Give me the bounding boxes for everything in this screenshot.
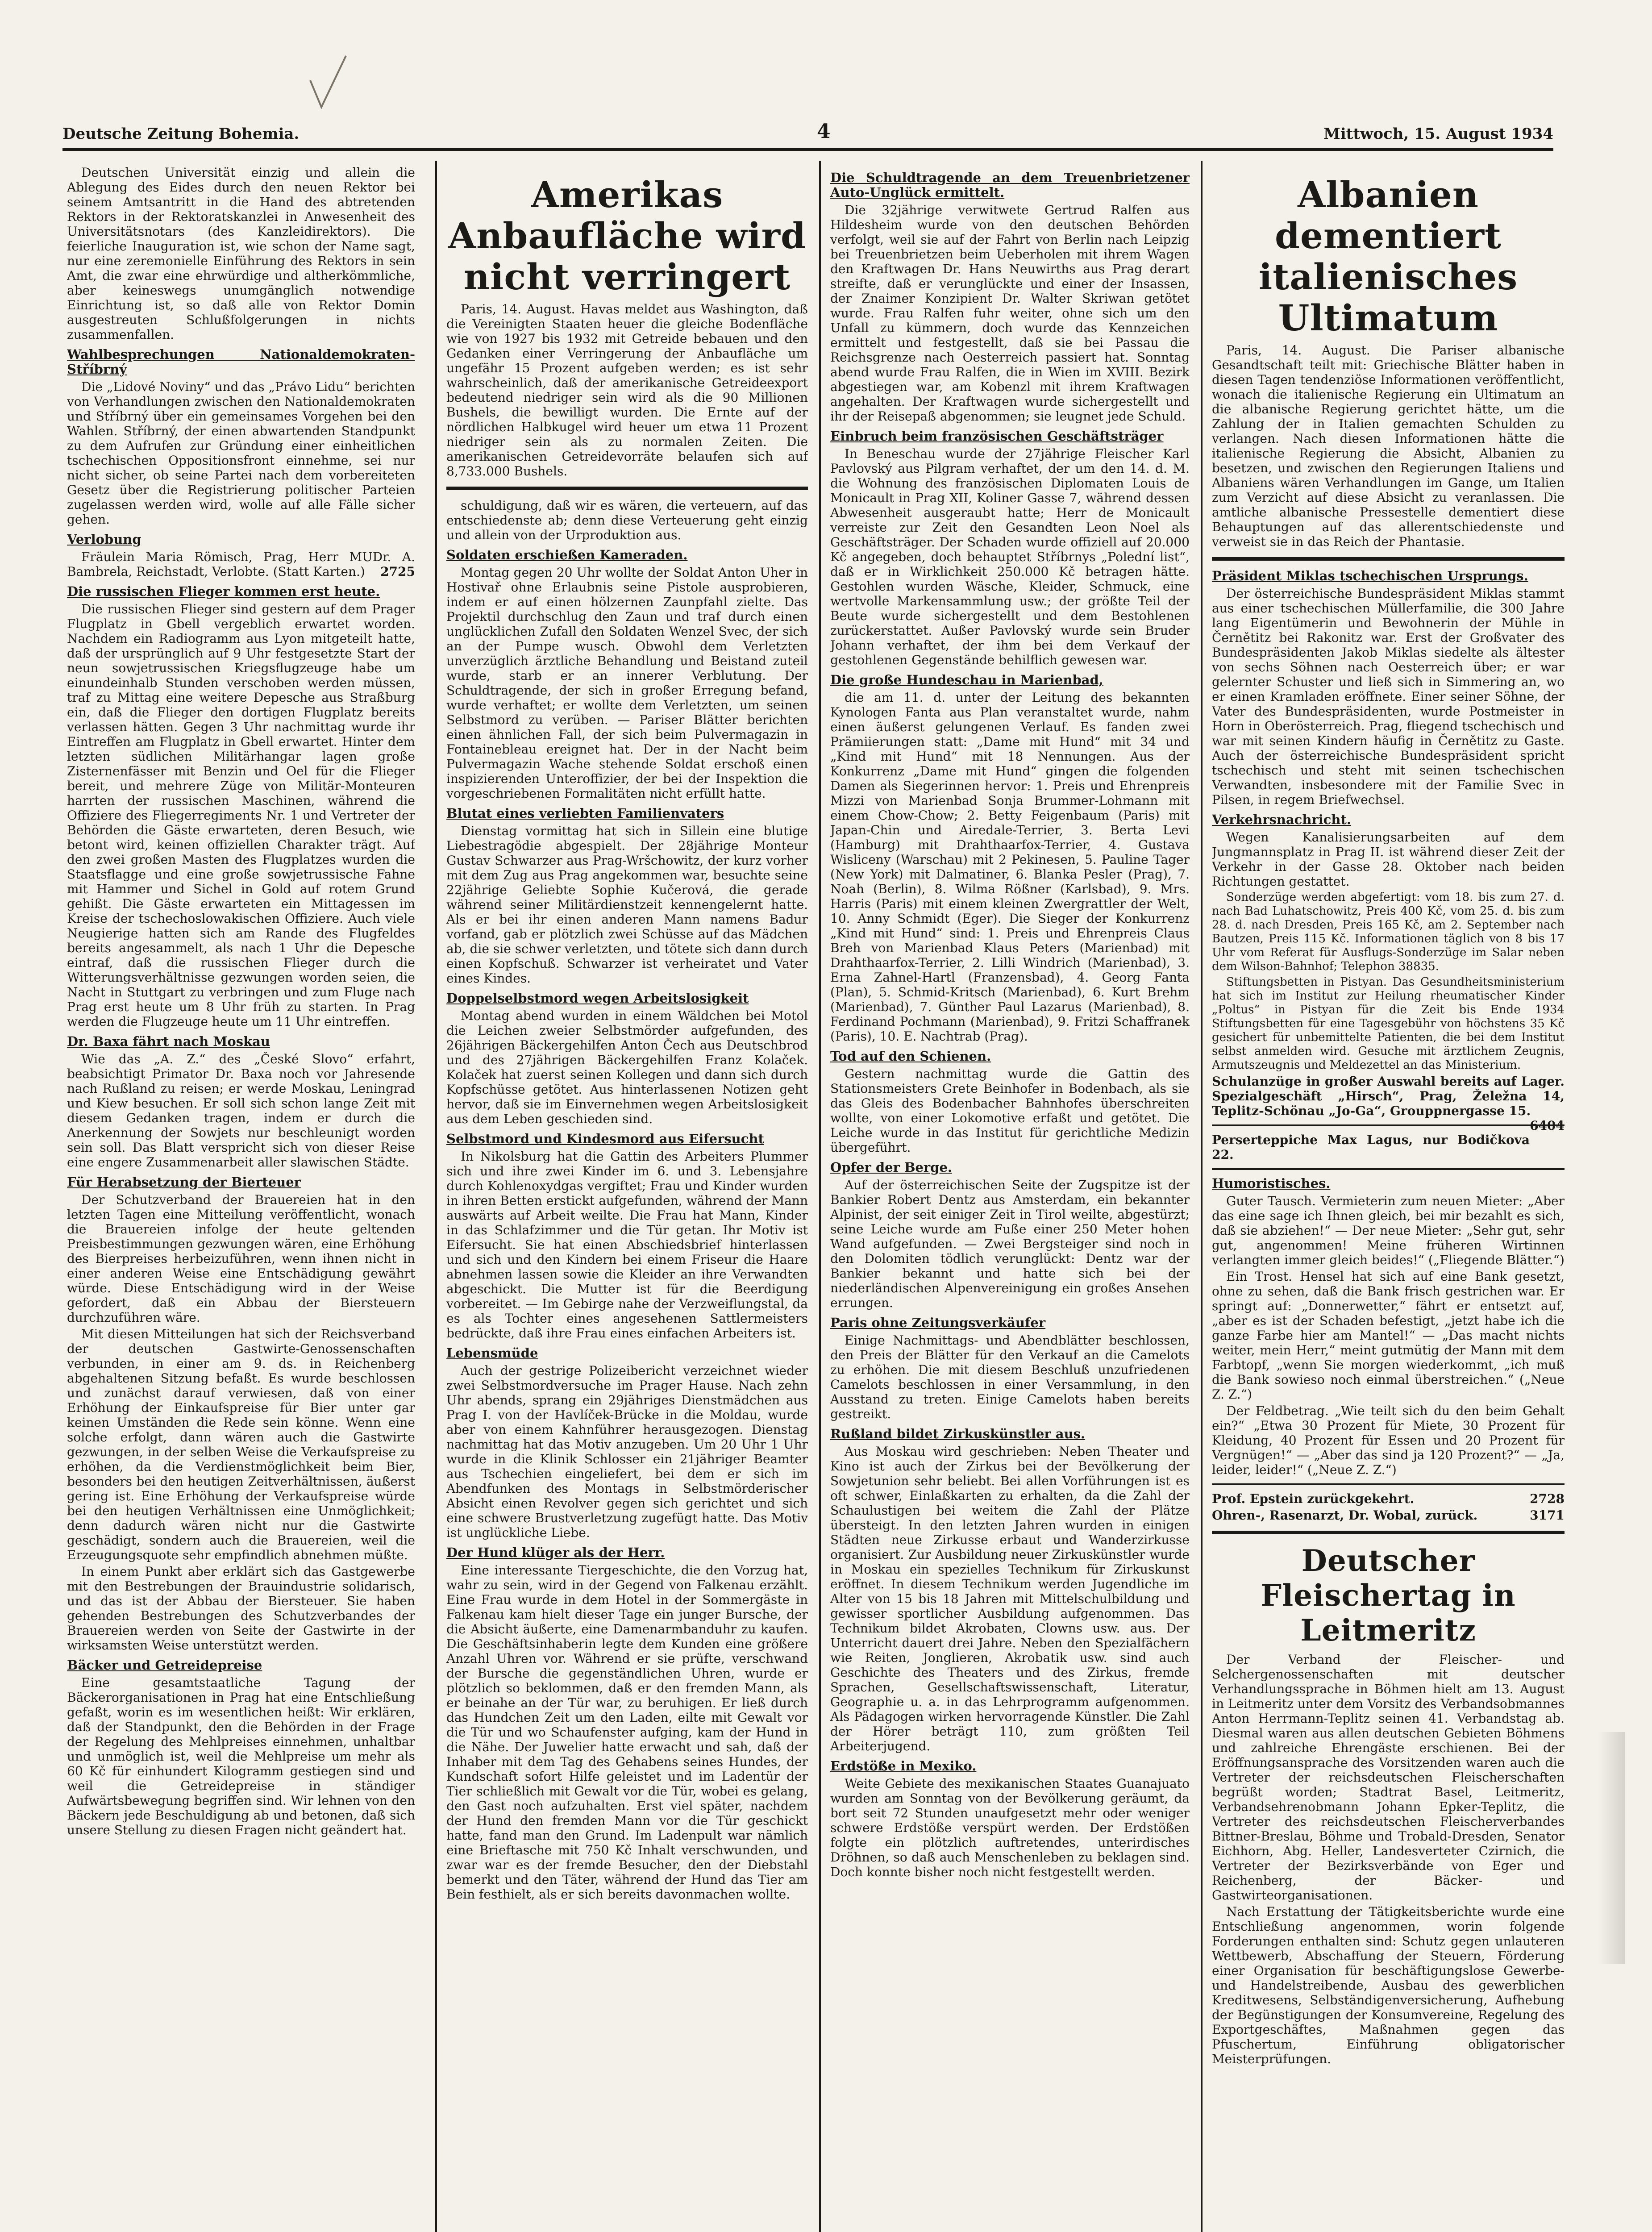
article-heading: Selbstmord und Kindesmord aus Eifersucht <box>446 1131 764 1146</box>
article-text: Montag gegen 20 Uhr wollte der Soldat Anton Uher in Hostivař ohne Erlaubnis seine Pistole ausprobieren, indem er auf einen hölzernen Zaunpfahl zielte. Das Projektil durchschlug den Zaun und traf durch einen unglücklichen Zufall den Soldaten Wenzel Svec, der sich an der Pumpe wusch. Obwohl dem Verletzten unverzüglich ärztliche Behandlung und Beistand zuteil wurde, starb er an innerer Verblutung. Der Schuldtragende, der sich in großer Erregung befand, wurde verhaftet; er wollte dem Verletzten, um seinen Selbstmord zu verüben. — Pariser Blätter berichten einen ähnlichen Fall, der sich beim Pulvermagazin in Fontainebleau ereignet hat. Der in der Nacht beim Pulvermagazin Wache stehende Soldat erschoß einen inspizierenden Unteroffizier, der bei der Inspektion die vorgeschriebenen Formalitäten nicht erfüllt hatte. <box>446 565 808 801</box>
article-heading: Opfer der Berge. <box>830 1160 953 1175</box>
article-heading: Rußland bildet Zirkuskünstler aus. <box>830 1426 1086 1441</box>
page-number: 4 <box>817 120 831 143</box>
newspaper-name: Deutsche Zeitung Bohemia. <box>62 125 300 143</box>
article-heading: Für Herabsetzung der Bierteuer <box>67 1174 301 1190</box>
article-text: Nach Erstattung der Tätigkeitsberichte wurde eine Entschließung angenommen, worin folgende Forderungen enthalten sind: Schutz gegen unlauteren Wettbewerb, Abschaffung der Steuern, Förderung einer Organisation für beschäftigungslose Gewerbe- und Handelstreibende, Ausbau des gewerblichen Kreditwesens, Selbständigenversicherung, Aufhebung der Begünstigungen der Konsumvereine, Regelung des Exportgeschäftes, Maßnahmen gegen das Pfuschertum, Einführung obligatorischer Meisterprüfungen. <box>1212 1904 1565 2066</box>
ad-number: 3171 <box>1530 1508 1565 1523</box>
article-heading: Verkehrsnachricht. <box>1212 812 1351 827</box>
article-text: Der Schutzverband der Brauereien hat in den letzten Tagen eine Mitteilung veröffentlicht, wonach die Brauereien infolge der heute geltenden Preisbestimmungen gezwungen wären, eine Erhöhung des Bierpreises herbeizuführen, wenn ihnen nicht in einer anderen Weise eine Entschädigung gewährt würde. Diese Entschädigung wird in der Weise gefordert, daß ein Abbau der Biersteuern durchzuführen wäre. <box>67 1192 415 1325</box>
article-text: Ein Trost. Hensel hat sich auf eine Bank gesetzt, ohne zu sehen, daß die Bank frisch gestrichen war. Er springt auf: „Donnerwetter,“ fährt er entsetzt auf, „aber es ist der Schaden befestigt, „jetzt habe ich die ganze Farbe hier am Mantel!“ — „Das macht nichts weiter, mein Herr,“ meint gutmütig der Mann mit dem Farbtopf, „wenn Sie morgen wiederkommt, „ich muß die Bank sowieso noch einmal überstreichen.“ („Neue Z. Z.“) <box>1212 1269 1565 1402</box>
article-heading: Die russischen Flieger kommen erst heute. <box>67 584 380 599</box>
article-text: Eine interessante Tiergeschichte, die den Vorzug hat, wahr zu sein, wird in der Gegend von Falkenau erzählt. Eine Frau wurde in dem Hotel in der Sommergäste in Falkenau kam hielt dieser Tage ein junger Bursche, der die Absicht äußerte, eine Damenarmbanduhr zu kaufen. Die Geschäftsinhaberin legte dem Kunden eine größere Anzahl Uhren vor. Während er sie prüfte, verschwand der Bursche die gegenständlichen Uhren, wurde er plötzlich so beklommen, daß er den fremden Mann, als er beinahe an der Tür war, zu beruhigen. Er ließ durch das Hundchen Zeit um den Laden, eilte mit Gewalt vor die Tür und wo Schaufenster aufging, kam der Hund in die Nähe. Der Juwelier hatte erwacht und sah, daß der Inhaber mit dem Tag des Gehabens seines Hundes, der Kundschaft sofort Hilfe geleistet und im Ladentür der Tier schließlich mit Gewalt vor die Tür, wobei es gelang, den Gast noch aufzuhalten. Erst viel später, nachdem der Hund den fremden Mann vor die Tür geschickt hatte, fand man den Grund. Im Ladenpult war nämlich eine Brieftasche mit 750 Kč Inhalt verschwunden, und zwar war es der fremde Besucher, den der Diebstahl bemerkt und den Täter, während der Hund das Tier am Bein festhielt, als er sich bereits davonmachen wollte. <box>446 1563 808 1902</box>
section-divider <box>1212 1168 1565 1170</box>
article-heading: Paris ohne Zeitungsverkäufer <box>830 1315 1046 1330</box>
article-heading: Doppelselbstmord wegen Arbeitslosigkeit <box>446 991 749 1006</box>
article-text: Aus Moskau wird geschrieben: Neben Theater und Kino ist auch der Zirkus bei der Bevölkerung der Sowjetunion sehr beliebt. Bei allen Vorführungen ist es oft schwer, Einlaßkarten zu erhalten, da die Zahl der Schaulustigen bei weitem die Zahl der Plätze übersteigt. In den letzten Jahren wurden in einigen Städten neue Zirkusse erbaut und Wanderzirkusse organisiert. Zur Ausbildung neuer Zirkuskünstler wurde in Moskau ein spezielles Technikum für Zirkuskunst eröffnet. In diesem Technikum werden Jugendliche im Alter von 15 bis 18 Jahren mit Mittelschulbildung und gewisser sportlicher Ausbildung aufgenommen. Das Technikum bildet Akrobaten, Clowns usw. aus. Der Unterricht dauert drei Jahre. Neben den Spezialfächern wie Reiten, Jonglieren, Akrobatik usw. sind auch Geschichte des Theaters und des Zirkus, fremde Sprachen, Gesellschaftswissenschaft, Literatur, Geographie u. a. in das Lehrprogramm aufgenommen. Als Pädagogen wirken hervorragende Künstler. Die Zahl der Hörer beträgt 110, zum größten Teil Arbeiterjugend. <box>830 1444 1190 1753</box>
section-divider <box>1212 1124 1565 1126</box>
article-heading: Dr. Baxa fährt nach Moskau <box>67 1034 270 1049</box>
article-text: Paris, 14. August. Die Pariser albanische Gesandtschaft teilt mit: Griechische Blätter haben in diesen Tagen tendenziöse Informationen veröffentlicht, wonach die italienische Regierung ein Ultimatum an die albanische Regierung gerichtet hätte, um die Zahlung der in Italien gemachten Schulden zu verlangen. Nach diesen Informationen hätte die italienische Regierung die Absicht, Albanien zu besetzen, und zwischen den Regierungen Italiens und Albaniens wären Verhandlungen im Gange, um Italien zum Verzicht auf diese Absicht zu veranlassen. Die amtliche albanische Pressestelle dementiert diese Behauptungen auf das allerentschiedenste und verweist sie in das Reich der Phantasie. <box>1212 343 1565 549</box>
article-heading: Tod auf den Schienen. <box>830 1049 991 1064</box>
quote-source: („Fliegende Blätter.“) <box>1428 1253 1565 1267</box>
section-divider <box>1212 1531 1565 1534</box>
article-text: Weite Gebiete des mexikanischen Staates Guanajuato wurden am Sonntag von der Bevölkerung geräumt, da bort seit 72 Stunden unaufgesetzt mehr oder weniger schwere Erdstöße verspürt werden. Der Erdstößen folgte ein plötzlich auftretendes, unterirdisches Dröhnen, so daß auch Menschenleben zu beklagen sind. Doch konnte bisher noch nicht festgestellt werden. <box>830 1776 1190 1879</box>
article-text: Auch der gestrige Polizeibericht verzeichnet wieder zwei Selbstmordversuche im Prager Hause. Nach zehn Uhr abends, sprang ein 29jähriges Dienstmädchen aus Prag I. von der Havlíček-Brücke in die Moldau, wurde aber von einem Kahnführer herausgezogen. Dienstag nachmittag hat das Motiv anzugeben. Um 20 Uhr 1 Uhr wurde in die Klinik Schlosser ein 21jähriger Beamter aus Tschechien eingeliefert, bei dem er sich im Abendfunken des Montags in Selbstmörderischer Absicht einen Revolver gegen sich gerichtet und sich eine schwere Brustverletzung zugefügt hatte. Das Motiv ist unglückliche Liebe. <box>446 1363 808 1540</box>
article-text: Der Feldbetrag. „Wie teilt sich du den beim Gehalt ein?“ „Etwa 30 Prozent für Miete, 30 Prozent für Kleidung, 40 Prozent für Essen und 20 Prozent für Vergnügen!“ — „Aber das sind ja 120 Prozent?“ — „Ja, leider, leider!“ („Neue Z. Z.“) <box>1212 1403 1565 1477</box>
article-heading: Soldaten erschießen Kameraden. <box>446 547 688 562</box>
ad-number: 2728 <box>1530 1491 1565 1506</box>
article-text: Montag abend wurden in einem Wäldchen bei Motol die Leichen zweier Selbstmörder aufgefunden, des 26jährigen Bäckergehilfen Anton Čech aus Deutschbrod und des 27jährigen Bäckergehilfen Franz Kolaček. Kolaček hat zuerst seinen Kollegen und dann sich durch Kopfschüsse getötet. Aus hinterlassenen Notizen geht hervor, daß sie im Einvernehmen wegen Arbeitslosigkeit aus dem Leben geschieden sind. <box>446 1008 808 1126</box>
article-heading: Präsident Miklas tschechischen Ursprungs. <box>1212 568 1528 583</box>
column-4 <box>1212 165 1565 2232</box>
ad-number: 2725 <box>380 564 415 579</box>
column-3 <box>830 165 1190 2232</box>
section-divider <box>1212 557 1565 561</box>
article-text: schuldigung, daß wir es wären, die verteuern, auf das entschiedenste ab; denn diese Verteuerung geht einzig und allein von der Urproduktion aus. <box>446 498 808 542</box>
article-heading: Der Hund klüger als der Herr. <box>446 1545 665 1560</box>
article-text: Die „Lidové Noviny“ und das „Právo Lidu“ berichten von Verhandlungen zwischen den Nationaldemokraten und Stříbrný über ein gemeinsames Vorgehen bei den Wahlen. Stříbrný, der einen abwartenden Standpunkt zu dem Aufrufen zur Gründung einer einheitlichen tschechischen Oppositionsfront einnehme, sei nur nicht sicher, ob seine Partei nach dem vorbereiteten Gesetz über die Registrierung politischer Parteien zugelassen werden wird, wolle auf alle Fälle sicher gehen. <box>67 379 415 527</box>
article-text: Der österreichische Bundespräsident Miklas stammt aus einer tschechischen Müllerfamilie, die 300 Jahre lang Eigentümerin und Bewohnerin der Mühle in Černětitz bei Rakonitz war. Erst der Großvater des Bundespräsidenten Jakob Miklas siedelte als ältester von sechs Söhnen nach Oesterreich über; er war gelernter Schuster und ließ sich in Simmering an, wo er einen Kramladen eröffnete. Einer seiner Söhne, der Vater des Bundespräsidenten, wurde Postmeister in Horn in Oberösterreich. Prag, fliegend tschechisch und war mit seinen Kindern häufig in Černětitz zu Gaste. Auch der österreichische Bundespräsident spricht tschechisch und steht mit seinen tschechischen Verwandten, insbesondere mit der Familie Svec in Pilsen, in regem Briefwechsel. <box>1212 586 1565 807</box>
advertisement: Prof. Epstein zurückgekehrt. 2728 <box>1212 1491 1565 1506</box>
column-2 <box>446 165 808 2232</box>
article-heading: Bäcker und Getreidepreise <box>67 1657 262 1673</box>
page-edge-shadow <box>1598 1732 1625 1964</box>
headline-fleischertag: Deutscher Fleischertag in Leitmeritz <box>1261 1543 1516 1648</box>
article-heading: Blutat eines verliebten Familienvaters <box>446 806 724 821</box>
article-text: Der Verband der Fleischer- und Selchergenossenschaften mit deutscher Verhandlungssprache in Böhmen hielt am 13. August in Leitmeritz unter dem Vorsitz des Verbandsobmannes Anton Herrmann-Teplitz seinen 41. Verbandstag ab. Diesmal waren aus allen deutschen Gebieten Böhmens und zahlreiche Ehrengäste erschienen. Bei der Eröffnungsansprache des Vorsitzenden waren auch die Vertreter der reichsdeutschen Fleischerschaften begrüßt worden; Stadtrat Basel, Leitmeritz, Verbandsehrenobmann Johann Epker-Teplitz, die Vertreter des reichsdeutschen Fleischerverbandes Bittner-Breslau, Böhme und Trobald-Dresden, Senator Eichhorn, Abg. Heller, Landesverteter Czirnich, die Vertreter der Bezirksverbände von Eger und Reichenberg, der Bäcker- und Gastwirteorganisationen. <box>1212 1652 1565 1903</box>
article-text: Gestern nachmittag wurde die Gattin des Stationsmeisters Grete Beinhofer in Bodenbach, als sie das Gleis des Bodenbacher Bahnhofes überschreiten wollte, von einer Lokomotive erfaßt und getötet. Die Leiche wurde in das Institut für gerichtliche Medizin übergeführt. <box>830 1066 1190 1155</box>
article-text: Die 32jährige verwitwete Gertrud Ralfen aus Hildesheim wurde von den deutschen Behörden verfolgt, weil sie auf der Fahrt von Berlin nach Leipzig bei Treuenbrietzen beim Ueberholen mit ihrem Wagen den Kraftwagen Dr. Hans Neuwirths aus Prag derart streifte, daß er verunglückte und einer der Insassen, der Znaimer Konzipient Dr. Walter Skriwan getötet wurde. Frau Ralfen fuhr weiter, ohne sich um den Unfall zu kümmern, doch wurde das Kennzeichen ermittelt und festgestellt, daß sie bei Passau die Reichsgrenze nach Oesterreich passiert hat. Sonntag abend wurde Frau Ralfen, die in Wien im XVIII. Bezirk abgestiegen war, am Kobenzl mit ihrem Kraftwagen angehalten. Der Kraftwagen wurde sichergestellt und ihr der Reisepaß abgenommen; sie leugnet jede Schuld. <box>830 203 1190 424</box>
article-heading: Einbruch beim französischen Geschäftsträger <box>830 429 1164 444</box>
article-text: Die russischen Flieger sind gestern auf dem Prager Flugplatz in Gbell vergeblich erwartet worden. Nachdem ein Radiogramm aus Lyon mitgeteilt hatte, daß der ursprünglich auf 9 Uhr festgesetzte Start der neun sowjetrussischen Kriegsflugzeuge habe um einundeinhalb Stunden verschoben werden müssen, traf zu Mittag eine weitere Depesche aus Straßburg ein, daß die Flieger den dortigen Flugplatz bereits verlassen hätten. Gegen 3 Uhr nachmittag wurde ihr Eintreffen am Flugplatz in Gbell erwartet. Hinter dem letzten südlichen Militärhangar lagen große Zisternenfässer mit Benzin und Oel für die Flieger bereit, und mehrere Züge von Militär-Monteuren harrten der russischen Maschinen, während die Offiziere des Fliegerregiments Nr. 1 und Vertreter der Behörden die Gäste erwarteten, deren Besuch, wie betont wird, keinen offiziellen Charakter trägt. Auf den zwei großen Masten des Flugplatzes wurden die Staatsflagge und eine große sowjetrussische Fahne mit Hammer und Sichel in Gold auf rotem Grund gehißt. Die Gäste erwarteten ein Mittagessen im Kreise der tschechoslowakischen Offiziere. Auch viele Neugierige hatten sich am Rande des Flugfeldes bereits angesammelt, als nach 1 Uhr die Depesche eintraf, daß die russischen Flieger durch die Witterungsverhältnisse gezwungen worden seien, die Nacht in Stuttgart zu verbringen und zum Fluge nach Prag erst heute um 8 Uhr früh zu starten. In Prag werden die Flugzeuge heute um 11 Uhr eintreffen. <box>67 602 415 1029</box>
article-text: Dienstag vormittag hat sich in Sillein eine blutige Liebestragödie abgespielt. Der 28jährige Monteur Gustav Schwarzer aus Prag-Wršchowitz, der kurz vorher mit dem Zug aus Prag angekommen war, besuchte seine 22jährige Geliebte Sophie Kučerová, die gerade während seiner Militärdienstzeit kennengelernt hatte. Als er bei ihr einen anderen Mann namens Badur vorfand, gab er plötzlich zwei Schüsse auf das Mädchen ab, die sie schwer verletzten, und tötete sich dann durch einen Kopfschuß. Schwarzer ist verheiratet und Vater eines Kindes. <box>446 824 808 986</box>
article-heading: Die Schuldtragende an dem Treuenbrietzener Auto-Unglück ermittelt. <box>830 170 1190 200</box>
ad-number: 6404 <box>1530 1118 1565 1133</box>
advertisement: Schulanzüge in großer Auswahl bereits auf Lager. Spezialgeschäft „Hirsch“, Prag, Želežna 14, Teplitz-Schönau „Jo-Ga“, Grouppnergasse 15. 6404 <box>1212 1074 1565 1133</box>
article-text: In einem Punkt aber erklärt sich das Gastgewerbe mit den Bestrebungen der Brauindustrie solidarisch, und das ist der Abbau der Biersteuer. Sie haben gehenden Bestrebungen des Schutzverbandes der Brauereien werden von Seite der Gastwirte in der wirksamsten Weise unterstützt werden. <box>67 1564 415 1653</box>
article-text: Paris, 14. August. Havas meldet aus Washington, daß die Vereinigten Staaten heuer die gleiche Bodenfläche wie von 1927 bis 1932 mit Getreide bebauen und den Gedanken einer Verringerung der Anbaufläche um ungefähr 15 Prozent aufgeben werden; es ist sehr wahrscheinlich, daß der amerikanische Getreideexport bedeutend niedriger sein wird als die 90 Millionen Bushels, die bewilligt wurden. Die Ernte auf der nördlichen Halbkugel wird heuer um etwa 11 Prozent niedriger sein als zu normalen Zeiten. Die amerikanischen Getreidevorräte belaufen sich auf 8,733.000 Bushels. <box>446 302 808 479</box>
handwritten-check-mark <box>308 54 348 112</box>
advertisement: Ohren-, Rasenarzt, Dr. Wobal, zurück. 3171 <box>1212 1508 1565 1523</box>
column-rule <box>435 161 437 2232</box>
headline-albanien: Albanien dementiert italienisches Ultimatum <box>1258 174 1518 339</box>
column-rule <box>1201 161 1203 2232</box>
article-text: die am 11. d. unter der Leitung des bekannten Kynologen Fanta aus Plan veranstaltet wurde, nahm einen äußerst gelungenen Verlauf. Es fanden zwei Prämiierungen statt: „Dame mit Hund“ mit 34 und „Kind mit Hund“ mit 18 Nennungen. Aus der Konkurrenz „Dame mit Hund“ gingen die folgenden Damen als Siegerinnen hervor: 1. Preis und Ehrenpreis Mizzi von Marienbad Sonja Brummer-Lohmann mit einem Chow-Chow; 2. Betty Feigenbaum (Paris) mit Japan-Chin und Airedale-Terrier, 3. Berta Levi (Hamburg) mit Drahthaarfox-Terrier, 4. Gustava Wisliceny (Warschau) mit 2 Pekinesen, 5. Pauline Tager (New York) mit Dalmatiner, 6. Blanka Pesler (Prag), 7. Noah (Berlin), 8. Wilma Rößner (Karlsbad), 9. Mrs. Harris (Paris) mit einem kleinen Zwergrattler der Welt, 10. Anny Schmidt (Eger). Die Sieger der Konkurrenz „Kind mit Hund“ sind: 1. Preis und Ehrenpreis Claus Breh von Marienbad Klaus Peters (Marienbad) mit Drahthaarfox-Terrier, 2. Lilli Windrich (Marienbad), 3. Erna Zahnel-Hartl (Franzensbad), 4. Georg Fanta (Plan), 5. Schmid-Kritsch (Marienbad), 6. Kurt Brehm (Marienbad), 7. Günther Paul Lazarus (Marienbad), 8. Ferdinand Pochmann (Marienbad), 9. Fritzi Schaffranek (Paris), 10. E. Nachtrab (Prag). <box>830 690 1190 1044</box>
issue-date: Mittwoch, 15. August 1934 <box>1323 125 1553 143</box>
article-text: Deutschen Universität einzig und allein die Ablegung des Eides durch den neuen Rektor bei seinem Amtsantritt in die Hand des abtretenden Rektors in der Rektoratskanzlei in Anwesenheit des Universitätsnotars (des Kanzleidirektors). Die feierliche Inauguration ist, wie schon der Name sagt, nur eine zeremonielle Einführung des Rektors in sein Amt, die zwar eine ehrwürdige und altherkömmliche, aber keineswegs unumgänglich notwendige Einrichtung ist, so daß alle von Rektor Domin ausgestreuten Schlußfolgerungen in nichts zusammenfallen. <box>67 165 415 342</box>
advertisement: Perserteppiche Max Lagus, nur Bodičkova 22. <box>1212 1133 1530 1162</box>
article-text: In Nikolsburg hat die Gattin des Arbeiters Plummer sich und ihre zwei Kinder im 6. und 3. Lebensjahre durch Kohlenoxydgas vergiftet; Frau und Kinder wurden in ihren Betten erstickt aufgefunden, während der Mann auswärts auf Arbeit weilte. Die Frau hat Mann, Kinder in das Schlafzimmer und die Tür getan. Ihr Motiv ist Eifersucht. Sie hat einen Abschiedsbrief hinterlassen und sich und den Kindern bei einem Friseur die Haare abnehmen lassen sowie die Kleider an ihre Verwandten abgeschickt. Die Mutter ist für die Beerdigung vorbereitet. — Im Gebirge nahe der Verzweiflungstal, da es als Tochter eines angesehenen Sattlermeisters bedrückte, daß ihre Frau eines einfachen Arbeiters ist. <box>446 1149 808 1341</box>
section-divider <box>446 487 808 490</box>
notice-text: Sonderzüge werden abgefertigt: vom 18. bis zum 27. d. nach Bad Luhatschowitz, Preis 400 Kč, vom 25. d. bis zum 28. d. nach Dresden, Preis 165 Kč, am 2. September nach Bautzen, Preis 115 Kč. Informationen täglich von 8 bis 17 Uhr vom Referat für Ausflugs-Sonderzüge im Salar neben dem Wilson-Bahnhof; Telephon 38835. <box>1212 891 1565 973</box>
article-text: Mit diesen Mitteilungen hat sich der Reichsverband der deutschen Gastwirte-Genossenschaften verbunden, in einer am 9. ds. in Reichenberg abgehaltenen Sitzung befaßt. Es wurde beschlossen und zunächst darauf verwiesen, daß von einer Erhöhung der Einkaufspreise für Bier unter gar keinen Umständen die Rede sein könne. Wenn eine solche erfolgt, dann wären auch die Gastwirte gezwungen, in der selben Weise die Verkaufspreise zu erhöhen, da die Verdienstmöglichkeit beim Bier, besonders bei den heutigen Zeitverhältnissen, äußerst gering ist. Eine Erhöhung der Verkaufspreise würde bei den heutigen Verhältnissen eine Unmöglichkeit; denn dadurch wären nicht nur die Gastwirte geschädigt, sondern auch die Brauereien, weil die Erzeugungsquote sehr empfindlich abnehmen müßte. <box>67 1327 415 1562</box>
article-text: Einige Nachmittags- und Abendblätter beschlossen, den Preis der Blätter für den Verkauf an die Camelots zu erhöhen. Die mit diesem Beschluß unzufriedenen Camelots beschlossen in einer Versammlung, in den Ausstand zu treten. Einige Camelots haben bereits gestreikt. <box>830 1333 1190 1421</box>
section-divider <box>1212 1483 1565 1485</box>
article-heading: Lebensmüde <box>446 1345 538 1361</box>
quote-source: („Neue Z. Z.“) <box>1212 1372 1565 1402</box>
column-rule <box>819 161 821 2232</box>
article-text: Wegen Kanalisierungsarbeiten auf dem Jungmannsplatz in Prag II. ist während dieser Zeit der Verkehr in der Gasse 28. Oktober nach beiden Richtungen gestattet. <box>1212 830 1565 889</box>
article-heading: Humoristisches. <box>1212 1176 1331 1191</box>
article-heading: Die große Hundeschau in Marienbad, <box>830 672 1103 687</box>
article-heading: Verlobung <box>67 532 141 547</box>
notice-text: Stiftungsbetten in Pistyan. Das Gesundheitsministerium hat sich im Institut zur Heilung rheumatischer Kinder „Poltus“ in Pistyan für die Zeit bis Ende 1934 Stiftungsbetten für eine Tagesgebühr von höchstens 35 Kč gesichert für unbemittelte Patienten, die bei dem Institut selbst anmelden wird. Gesuche mit ärztlichem Zeugnis, Armutszeugnis und Meldezettel an das Ministerium. <box>1212 975 1565 1072</box>
article-text: In Beneschau wurde der 27jährige Fleischer Karl Pavlovský aus Pilgram verhaftet, der um den 14. d. M. die Wohnung des französischen Diplomaten Louis de Monicault in Prag XII, Koliner Gasse 7, während dessen Abwesenheit ausgeraubt hatte; Herr de Monicault verreiste zur Zeit den Gesandten Leon Noel als Geschäftsträger. Der Schaden wurde offiziell auf 20.000 Kč angegeben, doch behauptet Stříbrnys „Polední list“, daß er in Wirklichkeit 250.000 Kč betragen hätte. Gestohlen wurden Wäsche, Kleider, Schmuck, eine wertvolle Markensammlung usw.; der größte Teil der Beute wurde sichergestellt und dem Bestohlenen zurückerstattet. Außer Pavlovský wurde sein Bruder Johann verhaftet, der ihm bei dem Verkauf der gestohlenen Gegenstände behilflich gewesen war. <box>830 446 1190 667</box>
page-header <box>62 117 1553 151</box>
quote-source: („Neue Z. Z.“) <box>1307 1462 1397 1477</box>
column-1 <box>67 165 415 2232</box>
article-heading: Wahlbesprechungen Nationaldemokraten-Stříbrný <box>67 347 415 377</box>
article-text: Eine gesamtstaatliche Tagung der Bäckerorganisationen in Prag hat eine Entschließung gefaßt, worin es im wesentlichen heißt: Wir erklären, daß der Standpunkt, den die Behörden in der Frage der Regelung des Mehlpreises einnehmen, unhaltbar und unmöglich ist, weil die Mehlpreise um mehr als 60 Kč für einhundert Kilogramm gestiegen sind und weil die Getreidepreise in ständiger Aufwärtsbewegung begriffen sind. Wir lehnen von den Bäckern jede Beschuldigung ab und betonen, daß sich unsere Stellung zu diesen Fragen nicht geändert hat. <box>67 1675 415 1837</box>
article-text: Wie das „A. Z.“ des „České Slovo“ erfahrt, beabsichtigt Primator Dr. Baxa noch vor Jahresende nach Rußland zu reisen; er werde Moskau, Leningrad und Kiew besuchen. Er soll sich schon lange Zeit mit diesem Gedanken tragen, indem er durch die Anerkennung der Sowjets nur beschleunigt worden sein soll. Das Blatt verspricht sich von dieser Reise eine engere Zusammenarbeit aller slawischen Städte. <box>67 1052 415 1170</box>
headline-amerika: Amerikas Anbaufläche wird nicht verringert <box>448 174 806 298</box>
article-text: Guter Tausch. Vermieterin zum neuen Mieter: „Aber das eine sage ich Ihnen gleich, bei mir bezahlt es sich, daß sie abziehen!“ — Der neue Mieter: „Sehr gut, sehr gut, angenommen! Meine früheren Wirtinnen verlangten immer gleich beides!“ („Fliegende Blätter.“) <box>1212 1194 1565 1267</box>
article-text: Auf der österreichischen Seite der Zugspitze ist der Bankier Robert Dentz aus Amsterdam, ein bekannter Alpinist, der seit einiger Zeit in Tirol weilte, abgestürzt; seine Leiche wurde am Fuße einer 250 Meter hohen Wand aufgefunden. — Zwei Bergsteiger sind noch in den Dolomiten tödlich verunglückt: Dentz war der Bankier bekannt und hatte sich bei der niederländischen Alpenvereinigung ein großes Ansehen errungen. <box>830 1178 1190 1310</box>
article-heading: Erdstöße in Mexiko. <box>830 1758 977 1774</box>
announcement-text: Fräulein Maria Römisch, Prag, Herr MUDr. A. Bambrela, Reichstadt, Verlobte. (Statt Karten.) 2725 <box>67 550 415 579</box>
